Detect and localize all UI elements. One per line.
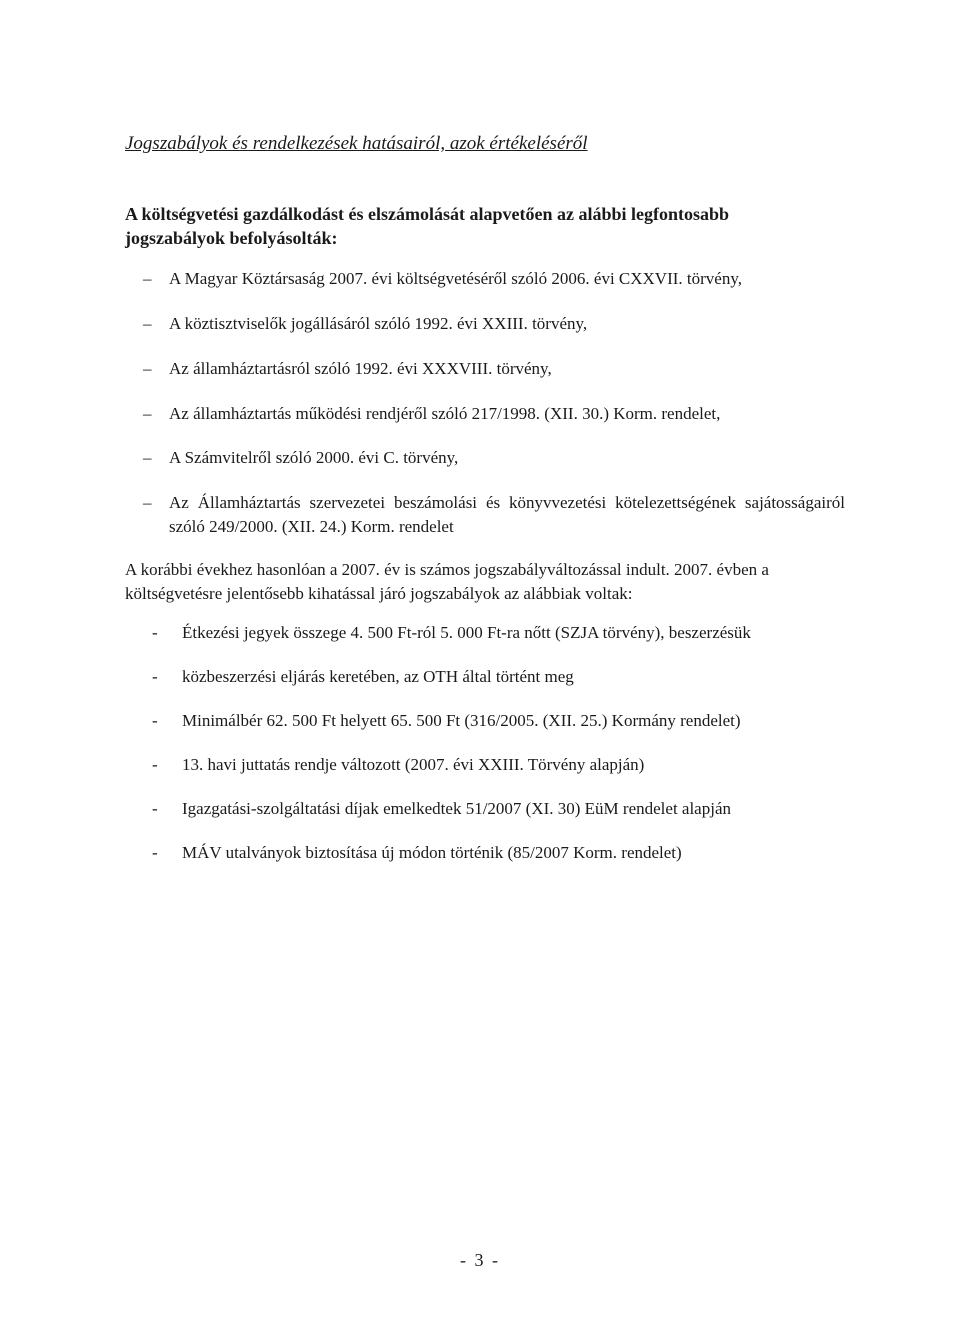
list-item-text: 13. havi juttatás rendje változott (2007. évi XXIII. Törvény alapján) [182,755,645,774]
list-item [125,267,845,291]
list-dash: – [143,314,152,333]
list-item-text: A Számvitelről szóló 2000. évi C. törvény, [169,448,459,467]
list-item [125,841,845,865]
list-item-text: Minimálbér 62. 500 Ft helyett 65. 500 Ft (316/2005. (XII. 25.) Kormány rendelet) [182,711,741,730]
list-dash: - [152,711,158,730]
list-item [125,491,845,539]
list-item [125,357,845,381]
list-dash: – [143,359,152,378]
list-item [125,709,845,733]
list-item-text: MÁV utalványok biztosítása új módon történik (85/2007 Korm. rendelet) [182,843,682,862]
list-dash: – [143,269,152,288]
list-item-text: Az államháztartás működési rendjéről szóló 217/1998. (XII. 30.) Korm. rendelet, [169,404,721,423]
list-dash: - [152,755,158,774]
list-item-text: Az államháztartásról szóló 1992. évi XXXVIII. törvény, [169,359,552,378]
list-item-text: A Magyar Köztársaság 2007. évi költségvetéséről szóló 2006. évi CXXVII. törvény, [169,269,742,288]
list-item-text: közbeszerzési eljárás keretében, az OTH által történt meg [182,667,574,686]
list-item [125,753,845,777]
changes-intro-paragraph: A korábbi évekhez hasonlóan a 2007. év is számos jogszabályváltozással indult. 2007. évben a költségvetésre jelentősebb kihatással járó jogszabályok az alábbiak voltak: [125,560,769,603]
intro-paragraph: A költségvetési gazdálkodást és elszámolását alapvetően az alábbi legfontosabb jogszabályok befolyásolták: [125,204,730,248]
list-dash: – [143,404,152,423]
list-item-text: Étkezési jegyek összege 4. 500 Ft-ról 5. 000 Ft-ra nőtt (SZJA törvény), beszerzésük [182,623,751,642]
list-item-text: Az Államháztartás szervezetei beszámolási és könyvvezetési kötelezettségének sajátosságairól szóló 249/2000. (XII. 24.) Korm. rendelet [169,493,845,536]
list-item [125,312,845,336]
list-item [125,665,845,689]
list-dash: - [152,799,158,818]
list-dash: – [143,448,152,467]
section-heading: Jogszabályok és rendelkezések hatásairól, azok értékeléséről [125,133,588,154]
page-number: - 3 - [460,1250,500,1270]
list-dash: - [152,623,158,642]
list-item [125,402,845,426]
list-item [125,797,845,821]
list-dash: - [152,843,158,862]
list-item-text: A köztisztviselők jogállásáról szóló 1992. évi XXIII. törvény, [169,314,588,333]
list-item [125,621,845,645]
list-item [125,446,845,470]
list-item-text: Igazgatási-szolgáltatási díjak emelkedtek 51/2007 (XI. 30) EüM rendelet alapján [182,799,731,818]
list-dash: – [143,493,152,512]
list-dash: - [152,667,158,686]
